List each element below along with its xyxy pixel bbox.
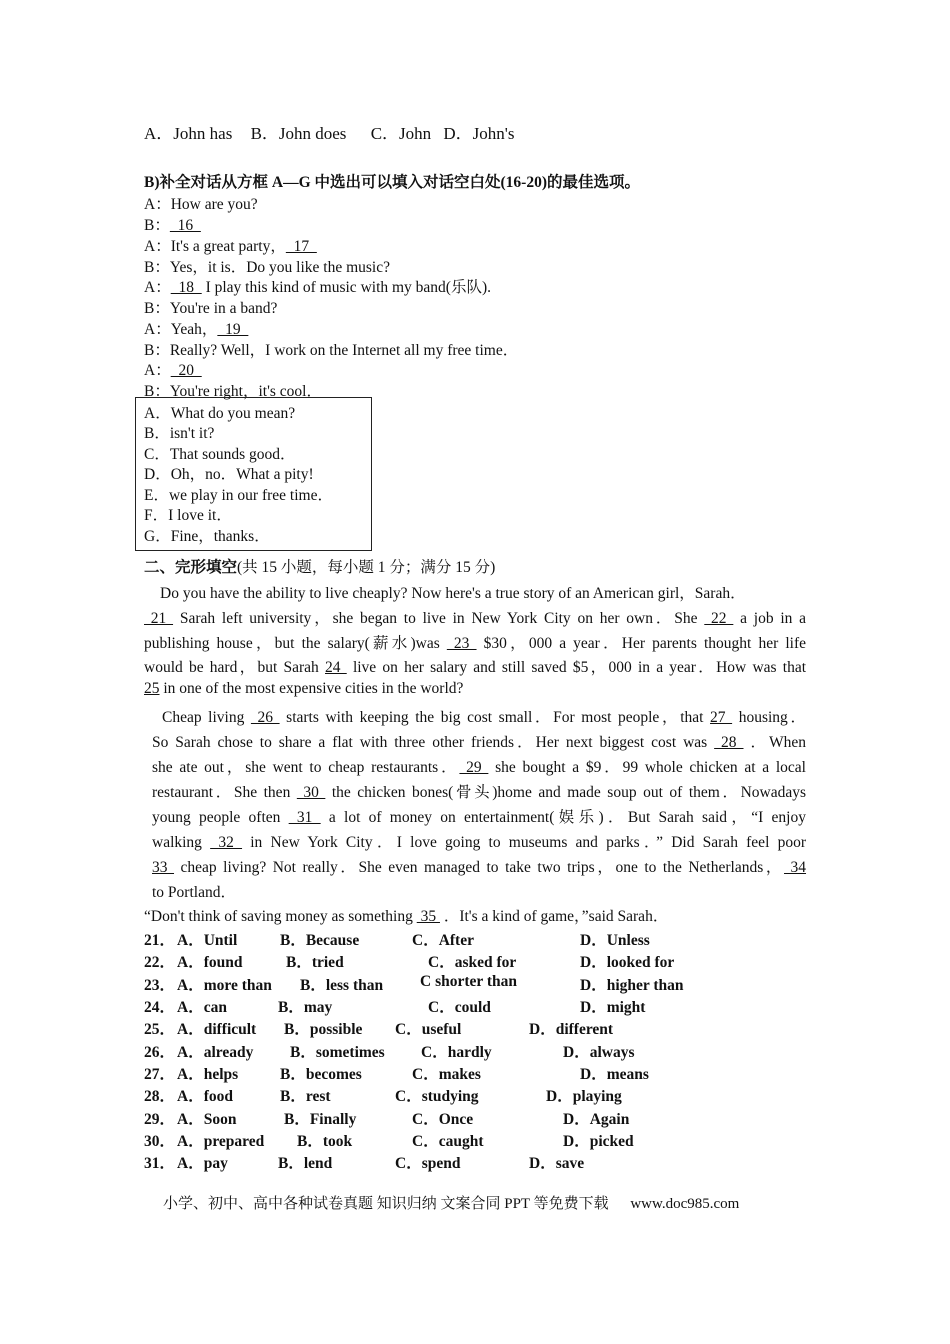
dialog-line: [144, 317, 248, 339]
dialog-text: A：It's a great party，: [144, 238, 286, 255]
footer-text: 小学、初中、高中各种试卷真题 知识归纳 文案合同 PPT 等免费下载: [163, 1196, 609, 1212]
section-b-title: B)补全对话从方框 A—G 中选出可以填入对话空白处(16-20)的最佳选项。: [144, 174, 640, 191]
answer-option: B．rest: [280, 1088, 331, 1105]
passage-text: So Sarah chose to share a flat with three other friends．Her next biggest cost was: [152, 734, 715, 751]
answer-option: A．found: [177, 954, 243, 971]
passage-text: she bought a $9．99 whole chicken at a local: [495, 759, 806, 776]
answer-option: C．Once: [412, 1111, 474, 1128]
cloze-blank: 25: [144, 680, 160, 697]
section-2-heading: 二、完形填空: [144, 559, 238, 576]
dialog-line: [144, 275, 491, 297]
question-row: [144, 1084, 844, 1104]
answer-option: C．spend: [395, 1155, 461, 1172]
answer-option: B．lend: [278, 1155, 333, 1172]
answer-option: C．could: [428, 999, 491, 1016]
answer-option: A．Until: [177, 932, 238, 949]
dialog-line: [144, 255, 390, 277]
question-row: [144, 1107, 844, 1127]
passage-line: [152, 730, 806, 752]
passage-line: [144, 655, 806, 677]
answer-option: A．helps: [177, 1066, 239, 1083]
cloze-blank: 21: [144, 610, 174, 627]
answer-option: A．can: [177, 999, 227, 1016]
prev-option-a: A．John has: [144, 124, 233, 143]
passage-text: “Don't think of saving money as something: [144, 908, 417, 925]
section-2-note: (共 15 小题，每小题 1 分；满分 15 分): [237, 559, 496, 576]
dialog-line: [144, 296, 277, 318]
question-row: [144, 1040, 844, 1060]
answer-option: A．more than: [177, 977, 272, 994]
answer-option: D．looked for: [580, 954, 675, 971]
dialog-blank: 20: [170, 362, 202, 379]
answer-option: C．hardly: [421, 1044, 492, 1061]
passage-text: in one of the most expensive cities in the world?: [163, 680, 464, 697]
answer-option: C．useful: [395, 1021, 462, 1038]
cloze-blank: 22: [704, 610, 734, 627]
question-row: [144, 1062, 844, 1082]
answer-option: C．studying: [395, 1088, 479, 1105]
answer-option: D．Again: [563, 1111, 630, 1128]
box-option: F．I love it．: [144, 507, 232, 524]
question-number: 24．: [144, 999, 176, 1016]
answer-option: A．difficult: [177, 1021, 257, 1038]
passage-line: [152, 780, 806, 802]
dialog-line: [144, 192, 258, 214]
cloze-blank: 35: [416, 908, 440, 925]
dialog-text: A：Yeah，: [144, 321, 218, 338]
question-number: 26．: [144, 1044, 176, 1061]
answer-option: A．Soon: [177, 1111, 237, 1128]
passage-text: walking: [152, 834, 211, 851]
answer-option: A．already: [177, 1044, 254, 1061]
answer-option: A．pay: [177, 1155, 228, 1172]
box-option: E．we play in our free time．: [144, 487, 333, 504]
dialog-line: [144, 234, 317, 256]
prev-option-d: D．John's: [443, 124, 515, 143]
passage-line: [152, 855, 806, 877]
box-option: D．Oh，no．What a pity!: [144, 466, 314, 483]
dialog-text: B：Really? Well，I work on the Internet all my free time．: [144, 342, 519, 359]
answer-option: A．food: [177, 1088, 233, 1105]
passage-text: cheap living? Not really．She even managed to take two trips，one to the Netherlands，: [180, 859, 785, 876]
prev-options: [144, 119, 514, 144]
passage-line: [152, 805, 806, 827]
cloze-blank: 34: [784, 859, 807, 876]
question-row: [144, 928, 844, 948]
passage-line: [144, 680, 463, 698]
answer-option: D．save: [529, 1155, 585, 1172]
question-number: 29．: [144, 1111, 176, 1128]
question-number: 27．: [144, 1066, 176, 1083]
cloze-blank: 24: [325, 659, 347, 676]
footer: [163, 1192, 739, 1213]
answer-option: B．sometimes: [290, 1044, 385, 1061]
cloze-blank: 31: [288, 809, 321, 826]
question-number: 25．: [144, 1021, 176, 1038]
dialog-text: A：: [144, 362, 171, 379]
passage-text: $30，000 a year．Her parents thought her life: [483, 635, 807, 652]
passage-line: [144, 606, 806, 628]
passage-text: ．When: [750, 734, 807, 751]
passage-line: [152, 755, 806, 777]
question-row: [144, 1017, 844, 1037]
question-row: [144, 950, 844, 970]
cloze-blank: 23: [446, 635, 477, 652]
answer-option: D．always: [563, 1044, 635, 1061]
dialog-blank: 19: [217, 321, 249, 338]
box-option: G．Fine，thanks．: [144, 528, 270, 545]
dialog-text: A：: [144, 279, 171, 296]
cloze-blank: 33: [152, 859, 175, 876]
question-row: [144, 1151, 844, 1171]
answer-option: C．caught: [412, 1133, 484, 1150]
question-number: 22．: [144, 954, 176, 971]
passage-text: housing．: [738, 709, 806, 726]
answer-option: B．less than: [300, 977, 384, 994]
cloze-blank: 32: [210, 834, 243, 851]
dialog-text: B：Yes，it is．Do you like the music?: [144, 259, 390, 276]
passage-text: the chicken bones(骨头)home and made soup out of them．Nowadays: [331, 784, 807, 801]
passage-line: [152, 830, 806, 852]
answer-option: D．different: [529, 1021, 614, 1038]
answer-option: D．Unless: [580, 932, 650, 949]
passage-line: [144, 631, 806, 653]
passage-text: ．It's a kind of game，”said Sarah．: [443, 908, 669, 925]
box-option: B．isn't it?: [144, 425, 215, 442]
cloze-blank: 27: [710, 709, 733, 726]
cloze-blank: 28: [714, 734, 744, 751]
passage-text: to Portland．: [152, 884, 236, 901]
section-2-title: [144, 555, 495, 577]
passage-line: [144, 904, 668, 926]
answer-option: B．becomes: [280, 1066, 362, 1083]
question-row: [144, 973, 844, 993]
answer-option: B．Because: [280, 932, 360, 949]
passage-line: [152, 880, 236, 902]
question-number: 23．: [144, 977, 176, 994]
dialog-text: B：: [144, 217, 170, 234]
answer-option: C．asked for: [428, 954, 517, 971]
footer-url: www.doc985.com: [630, 1196, 740, 1212]
dialog-text: B：You're right，it's cool．: [144, 383, 322, 400]
answer-option: D．means: [580, 1066, 649, 1083]
passage-text: restaurant．She then: [152, 784, 297, 801]
question-row: [144, 1129, 844, 1149]
answer-option: C．After: [412, 932, 474, 949]
passage-line: [162, 705, 806, 727]
dialog-blank: 17: [285, 238, 317, 255]
passage-text: in New York City．I love going to museums and parks．” Did Sarah feel poor: [250, 834, 806, 851]
answer-option: A．prepared: [177, 1133, 265, 1150]
answer-option: B．tried: [286, 954, 344, 971]
cloze-blank: 30: [296, 784, 326, 801]
dialog-blank: 16: [169, 217, 201, 234]
box-option: A．What do you mean?: [144, 405, 296, 422]
answer-option: D．playing: [546, 1088, 622, 1105]
passage-text: Cheap living: [162, 709, 251, 726]
cloze-blank: 26: [250, 709, 280, 726]
prev-option-c: C．John: [370, 124, 432, 143]
passage-text: Sarah left university，she began to live in New York City on her own．She: [179, 610, 705, 627]
dialog-text: A：How are you?: [144, 196, 258, 213]
passage-text: starts with keeping the big cost small．For most people，that: [286, 709, 711, 726]
passage-text: would be hard，but Sarah: [144, 659, 325, 676]
dialog-line: [144, 358, 202, 380]
passage-text: publishing house，but the salary(薪水)was: [144, 635, 447, 652]
passage-text: a lot of money on entertainment(娱乐)．But Sarah said，“I enjoy: [328, 809, 806, 826]
answer-option: B．Finally: [284, 1111, 357, 1128]
passage-line: [160, 581, 746, 603]
dialog-line: [144, 213, 201, 235]
prev-option-b: B．John does: [250, 124, 347, 143]
question-number: 21．: [144, 932, 176, 949]
question-number: 30．: [144, 1133, 176, 1150]
passage-text: young people often: [152, 809, 289, 826]
passage-text: she ate out，she went to cheap restaurants．: [152, 759, 460, 776]
passage-text: live on her salary and still saved $5，000 in a year．How was that: [352, 659, 807, 676]
dialog-text-after: I play this kind of music with my band(乐队).: [201, 279, 492, 296]
passage-text: a job in a: [740, 610, 807, 627]
question-row: [144, 995, 844, 1015]
passage-text: Do you have the ability to live cheaply? Now here's a true story of an American girl，Sarah．: [160, 585, 746, 602]
answer-option: B．took: [297, 1133, 353, 1150]
question-number: 28．: [144, 1088, 176, 1105]
dialog-blank: 18: [170, 279, 202, 296]
dialog-line: [144, 338, 518, 360]
answer-option: C．makes: [412, 1066, 481, 1083]
answer-option: C shorter than: [420, 973, 518, 990]
answer-option: B．possible: [284, 1021, 363, 1038]
answer-option: D．higher than: [580, 977, 684, 994]
answer-option: D．picked: [563, 1133, 634, 1150]
cloze-blank: 29: [459, 759, 489, 776]
answer-option: B．may: [278, 999, 333, 1016]
answer-option: D．might: [580, 999, 646, 1016]
box-option: C．That sounds good．: [144, 446, 296, 463]
question-number: 31．: [144, 1155, 176, 1172]
dialog-text: B：You're in a band?: [144, 300, 278, 317]
